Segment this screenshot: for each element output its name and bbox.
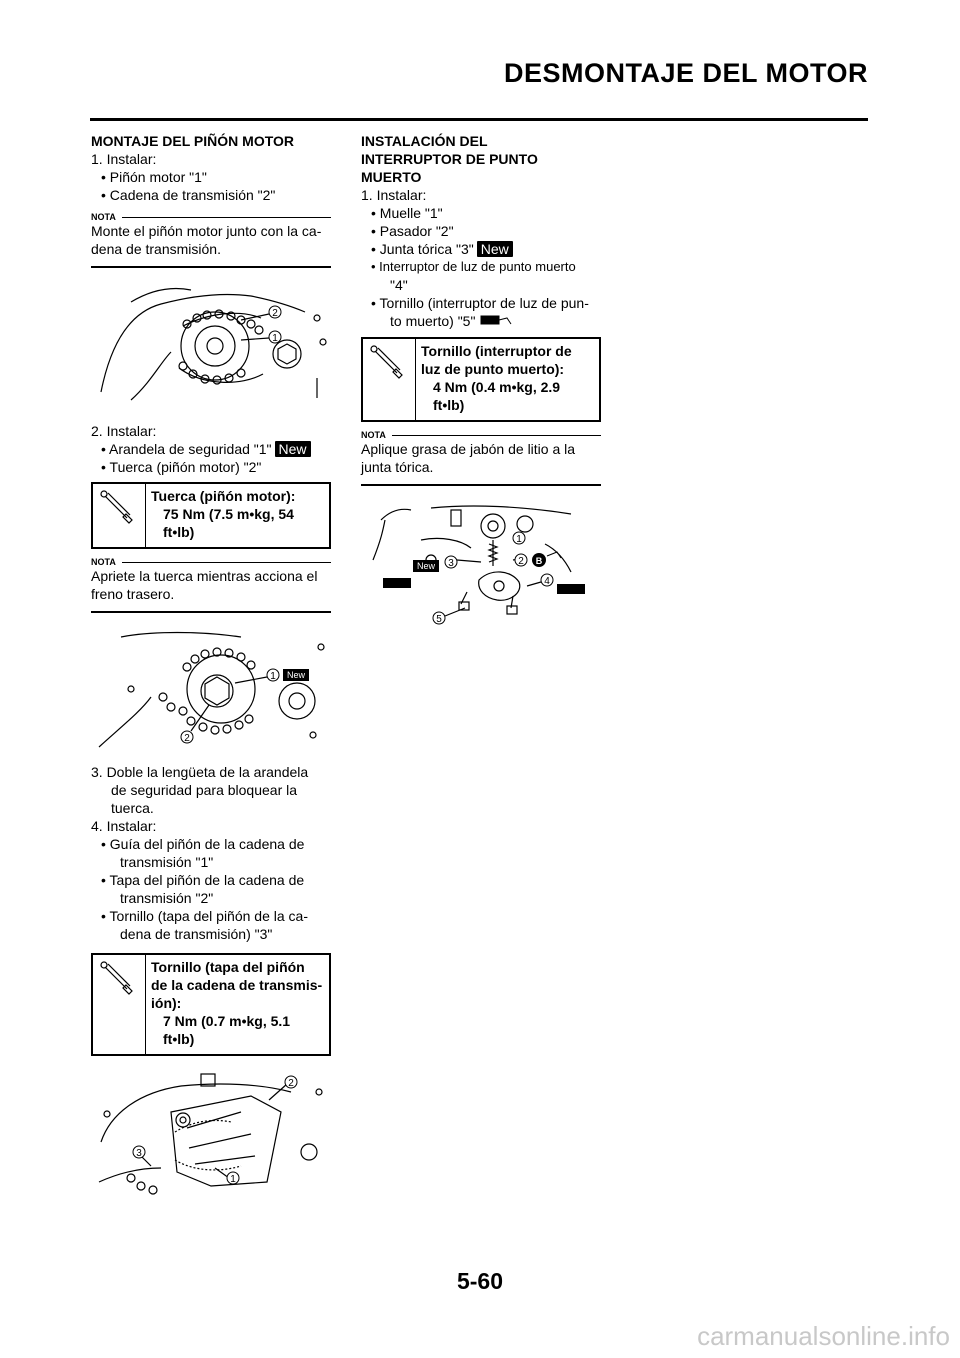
note-text: freno trasero. (91, 586, 175, 602)
list-item: • Interruptor de luz de punto muerto (371, 259, 576, 274)
callout-1: 1 (516, 534, 522, 546)
watermark: carmanualsonline.info (697, 1321, 950, 1351)
torque-value: 75 Nm (7.5 m•kg, 54 (163, 506, 294, 522)
torque-value: ft•lb) (433, 397, 465, 414)
step-4: 4. Instalar: (91, 818, 157, 834)
torque-label: Tornillo (tapa del piñón (151, 959, 305, 975)
list-item: • Pasador "2" (371, 223, 454, 239)
torque-label: Tuerca (piñón motor): (151, 488, 296, 504)
torque-wrench-icon (93, 955, 146, 1054)
note-text: Aplique grasa de jabón de litio a la (361, 441, 576, 458)
figure-sprocket-cover (91, 1072, 331, 1202)
list-item: • Arandela de seguridad "1" New (91, 440, 331, 458)
callout-1: 1 (270, 671, 276, 682)
step-1: 1. Instalar: (91, 151, 157, 167)
callout-2: 2 (518, 556, 524, 568)
step-3: 3. Doble la lengüeta de la arandela (91, 764, 309, 780)
callout-2: 2 (288, 1078, 294, 1089)
torque-value: 4 Nm (0.4 m•kg, 2.9 (433, 379, 561, 396)
torque-wrench-icon (363, 339, 416, 420)
torque-value: ft•lb) (163, 524, 195, 540)
left-column (91, 132, 331, 1214)
callout-4: 4 (544, 576, 550, 588)
note-text: Apriete la tuerca mientras acciona el (91, 568, 318, 584)
callout-3: 3 (136, 1148, 142, 1159)
torque-label: luz de punto muerto): (421, 361, 565, 378)
section-heading-pinon: MONTAJE DEL PIÑÓN MOTOR (91, 133, 295, 149)
list-item: • Guía del piñón de la cadena de (101, 836, 305, 852)
new-badge: New (416, 561, 436, 572)
new-badge: New (275, 441, 311, 457)
step-1: 1. Instalar: (361, 187, 427, 203)
right-column (361, 132, 601, 642)
threadlock-icon (479, 313, 513, 331)
page-number: 5-60 (456, 1268, 504, 1294)
step-3-cont: de seguridad para bloquear la (111, 782, 298, 798)
section-heading-interruptor: INSTALACIÓN DEL (361, 133, 488, 149)
note-label: NOTA (91, 557, 116, 567)
page-header-title: DESMONTAJE DEL MOTOR (503, 58, 868, 88)
list-item-cont: transmisión "1" (120, 854, 214, 870)
note-text: junta tórica. (361, 459, 434, 476)
callout-1: 1 (230, 1174, 236, 1185)
note-text: dena de transmisión. (91, 241, 221, 257)
torque-label: de la cadena de transmis- (151, 977, 323, 993)
header-divider (90, 118, 868, 121)
list-item: • Muelle "1" (371, 205, 443, 221)
new-badge: New (286, 670, 306, 680)
grease-b-label: B (535, 556, 543, 567)
section-heading-interruptor: MUERTO (361, 169, 422, 185)
list-item: • Cadena de transmisión "2" (101, 187, 276, 203)
list-item: • Tornillo (interruptor de luz de pun- (371, 295, 589, 311)
torque-label: ión): (151, 995, 182, 1011)
list-item-cont: transmisión "2" (120, 890, 214, 906)
note-text: Monte el piñón motor junto con la ca- (91, 223, 322, 239)
note-block-right (361, 430, 601, 486)
callout-5: 5 (436, 614, 442, 626)
step-2: 2. Instalar: (91, 423, 157, 439)
note-label: NOTA (361, 430, 386, 441)
torque-value: ft•lb) (163, 1031, 195, 1047)
torque-label: Tornillo (interruptor de (421, 343, 572, 360)
torque-spec-tuerca (91, 482, 331, 549)
list-item-cont: dena de transmisión) "3" (120, 926, 273, 942)
new-badge: New (477, 241, 513, 257)
list-item-cont: "4" (390, 277, 408, 293)
list-item: • Piñón motor "1" (101, 169, 207, 185)
list-item: • Junta tórica "3" New (361, 240, 601, 258)
torque-spec-interruptor (361, 337, 601, 422)
note-block-1 (91, 212, 331, 268)
step-3-cont: tuerca. (111, 800, 154, 816)
figure-nut-washer (91, 627, 331, 751)
list-item: • Tornillo (tapa del piñón de la ca- (101, 908, 308, 924)
torque-wrench-icon (93, 484, 146, 547)
callout-2: 2 (184, 733, 190, 744)
callout-2: 2 (272, 308, 278, 319)
list-item: • Tuerca (piñón motor) "2" (101, 459, 262, 475)
section-heading-interruptor: INTERRUPTOR DE PUNTO (361, 151, 538, 167)
list-item: • Tapa del piñón de la cadena de (101, 872, 305, 888)
torque-value: 7 Nm (0.7 m•kg, 5.1 (163, 1013, 291, 1029)
figure-neutral-switch (361, 500, 601, 630)
callout-3: 3 (448, 558, 454, 570)
torque-spec-tornillo-tapa (91, 953, 331, 1056)
figure-pinon-chain (91, 282, 331, 410)
note-label: NOTA (91, 212, 116, 222)
callout-1: 1 (272, 333, 278, 344)
note-block-2 (91, 557, 331, 613)
list-item-cont: to muerto) "5" (361, 312, 601, 331)
